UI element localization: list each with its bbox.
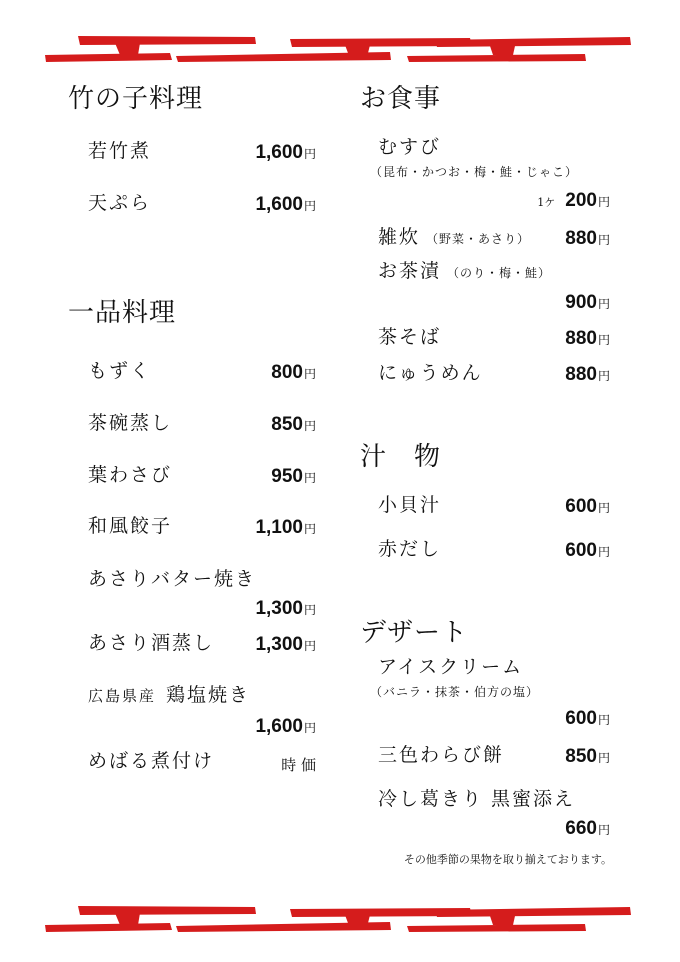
item-name: 和風餃子 (88, 515, 173, 537)
menu-item-name (378, 138, 441, 157)
price (271, 415, 316, 434)
item-detail: （のり・梅・鮭） (447, 266, 552, 280)
menu-item-name (378, 328, 441, 347)
price (281, 755, 316, 774)
currency-yen: 円 (597, 713, 610, 727)
item-detail: （昆布・かつお・梅・鮭・じゃこ） (370, 165, 579, 179)
price (255, 143, 316, 162)
menu-item-name (88, 517, 172, 536)
item-name: 茶そば (378, 326, 442, 348)
price (255, 518, 316, 537)
currency-yen: 円 (303, 471, 316, 485)
item-name: もずく (88, 360, 152, 382)
item-detail: （バニラ・抹茶・伯方の塩） (370, 685, 540, 699)
menu-item-name (88, 634, 214, 653)
menu-item-name (88, 686, 250, 705)
currency-yen: 円 (303, 721, 316, 735)
item-name: めばる煮付け (88, 750, 215, 772)
menu-item-name (378, 496, 441, 515)
price-value: 900 (565, 292, 597, 313)
currency-yen: 円 (597, 823, 610, 837)
origin-prefix: 広島県産 (88, 687, 157, 705)
price-value: 1,600 (255, 716, 303, 737)
currency-yen: 円 (597, 195, 610, 209)
menu-item-name (88, 752, 214, 771)
price (537, 191, 610, 210)
item-name: 天ぷら (88, 192, 152, 214)
menu-item-name (378, 790, 575, 809)
item-name: アイスクリーム (378, 656, 524, 678)
price (565, 747, 610, 766)
bottom-red-border-ornament (40, 892, 640, 942)
price (565, 819, 610, 838)
menu-item-name (378, 658, 523, 677)
price-value: 1,600 (255, 142, 303, 163)
price-value: 660 (565, 818, 597, 839)
price-value: 1,600 (255, 194, 303, 215)
menu-item-name (88, 194, 151, 213)
currency-yen: 円 (303, 367, 316, 381)
currency-yen: 円 (303, 639, 316, 653)
price (255, 717, 316, 736)
menu-item-name (378, 364, 483, 383)
price-value: 1,300 (255, 598, 303, 619)
menu-item-name (378, 746, 504, 765)
price (565, 329, 610, 348)
item-name: 三色わらび餅 (378, 744, 505, 766)
section-title: 竹の子料理 (68, 84, 204, 114)
item-name: 赤だし (378, 538, 442, 560)
menu-item-name (88, 414, 172, 433)
market-price-label: 時 価 (281, 756, 316, 774)
item-name: にゅうめん (378, 362, 483, 384)
currency-yen: 円 (597, 501, 610, 515)
price-value: 600 (565, 540, 597, 561)
section-title: 汁 物 (360, 442, 442, 472)
quantity-label: 1ケ (537, 196, 556, 209)
section-title: お食事 (360, 84, 442, 114)
section-title: 一品料理 (68, 298, 177, 328)
price (255, 635, 316, 654)
menu-item-name (88, 142, 151, 161)
price-value: 600 (565, 496, 597, 517)
item-name: 若竹煮 (88, 140, 152, 162)
price-value: 880 (565, 328, 597, 349)
price-value: 1,300 (255, 634, 303, 655)
currency-yen: 円 (303, 522, 316, 536)
price (565, 293, 610, 312)
item-name: 茶碗蒸し (88, 412, 173, 434)
footer-note: その他季節の果物を取り揃えております。 (403, 853, 612, 866)
price (255, 599, 316, 618)
price-value: 600 (565, 708, 597, 729)
item-name: お茶漬 (378, 260, 442, 282)
menu-item-name (88, 362, 151, 381)
menu-item-name (378, 262, 551, 281)
currency-yen: 円 (303, 147, 316, 161)
price (565, 541, 610, 560)
currency-yen: 円 (597, 545, 610, 559)
top-red-border-ornament (40, 22, 640, 72)
item-name: むすび (378, 136, 442, 158)
item-name: 鶏塩焼き (166, 684, 251, 706)
menu-item-name (88, 570, 256, 589)
price (271, 363, 316, 382)
price-value: 850 (565, 746, 597, 767)
price (255, 195, 316, 214)
currency-yen: 円 (303, 419, 316, 433)
currency-yen: 円 (597, 333, 610, 347)
currency-yen: 円 (303, 199, 316, 213)
currency-yen: 円 (597, 297, 610, 311)
price-value: 880 (565, 364, 597, 385)
price-value: 800 (271, 362, 303, 383)
price-value: 880 (565, 228, 597, 249)
price-value: 1,100 (255, 517, 303, 538)
menu-item-name (378, 540, 441, 559)
currency-yen: 円 (597, 233, 610, 247)
currency-yen: 円 (597, 751, 610, 765)
price (565, 709, 610, 728)
item-name: 雑炊 (378, 226, 421, 248)
item-name: あさり酒蒸し (88, 632, 215, 654)
price-value: 850 (271, 414, 303, 435)
price (565, 229, 610, 248)
item-name: 小貝汁 (378, 494, 442, 516)
item-detail: （野菜・あさり） (426, 232, 531, 246)
price (565, 497, 610, 516)
item-name: 冷し葛きり 黒蜜添え (378, 788, 576, 810)
price-value: 950 (271, 466, 303, 487)
currency-yen: 円 (303, 603, 316, 617)
item-name: あさりバター焼き (88, 568, 257, 590)
menu-item-name (378, 228, 530, 247)
price (271, 467, 316, 486)
currency-yen: 円 (597, 369, 610, 383)
price-value: 200 (565, 190, 597, 211)
section-title: デザート (360, 618, 469, 648)
item-name: 葉わさび (88, 464, 173, 486)
price (565, 365, 610, 384)
menu-item-name (88, 466, 172, 485)
